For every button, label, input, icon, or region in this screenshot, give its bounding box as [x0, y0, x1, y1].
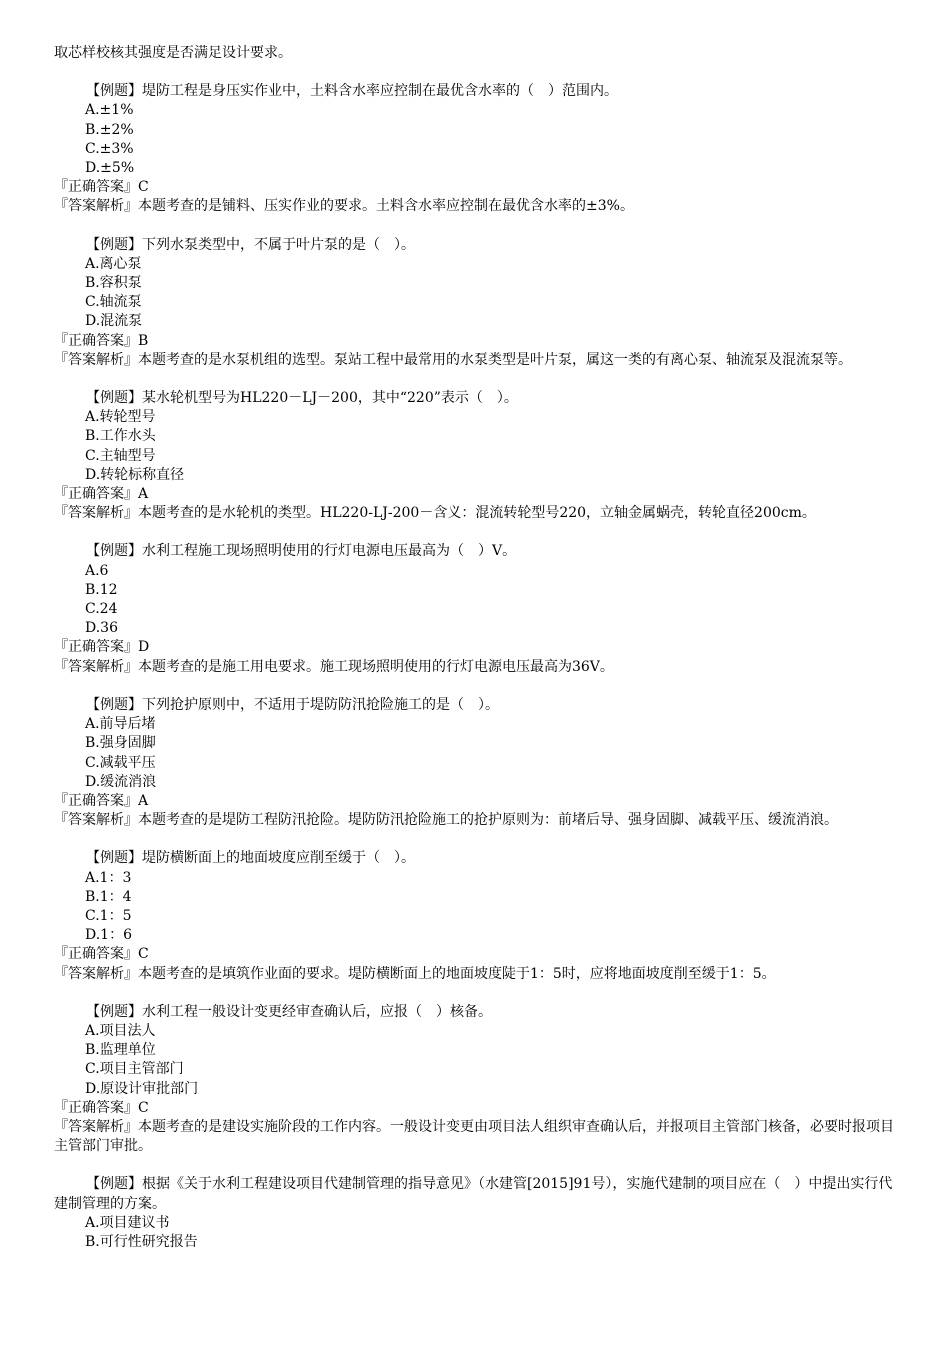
option-c: C.1：5	[85, 907, 132, 924]
option-d: D.混流泵	[85, 313, 143, 330]
question-stem: 【例题】水利工程施工现场照明使用的行灯电源电压最高为（ ）V。	[86, 543, 517, 560]
option-b: B.可行性研究报告	[85, 1233, 198, 1250]
option-b: B.容积泵	[85, 275, 142, 292]
intro-line: 取芯样校核其强度是否满足设计要求。	[54, 45, 292, 61]
option-a: A.6	[85, 562, 109, 579]
option-b: B.12	[85, 581, 118, 598]
question-block	[54, 849, 900, 983]
correct-answer: 『正确答案』C	[54, 1099, 149, 1116]
option-a: A.项目建议书	[85, 1214, 170, 1231]
option-a: A.±1%	[85, 102, 134, 119]
question-stem: 【例题】某水轮机型号为HL220－LJ－200，其中“220”表示（ ）。	[86, 390, 518, 407]
question-stem: 【例题】水利工程一般设计变更经审查确认后，应报（ ）核备。	[86, 1003, 492, 1020]
question-block	[54, 236, 900, 370]
question-stem: 【例题】堤防横断面上的地面坡度应削至缓于（ ）。	[86, 850, 415, 867]
answer-explanation: 『答案解析』本题考查的是建设实施阶段的工作内容。一般设计变更由项目法人组织审查确认后，并报项目主管部门核备，必要时报项目主管部门审批。	[54, 1118, 894, 1155]
question-stem: 【例题】下列抢护原则中，不适用于堤防防汛抢险施工的是（ ）。	[86, 696, 499, 713]
question-block	[54, 696, 900, 830]
correct-answer: 『正确答案』D	[54, 639, 150, 656]
answer-explanation: 『答案解析』本题考查的是施工用电要求。施工现场照明使用的行灯电源电压最高为36V。	[54, 658, 614, 675]
question-block	[54, 82, 900, 216]
option-b: B.监理单位	[85, 1042, 156, 1059]
question-block	[54, 542, 900, 676]
option-d: D.±5%	[85, 160, 135, 177]
question-block	[54, 1003, 900, 1157]
answer-explanation: 『答案解析』本题考查的是填筑作业面的要求。堤防横断面上的地面坡度陡于1：5时，应将地面坡度削至缓于1：5。	[54, 965, 776, 982]
correct-answer: 『正确答案』C	[54, 946, 149, 963]
answer-explanation: 『答案解析』本题考查的是水轮机的类型。HL220-LJ-200－含义：混流转轮型号220，立轴金属蜗壳，转轮直径200cm。	[54, 505, 816, 522]
document-page	[54, 44, 900, 1252]
option-c: C.±3%	[85, 140, 134, 157]
correct-answer: 『正确答案』A	[54, 486, 149, 503]
answer-explanation: 『答案解析』本题考查的是水泵机组的选型。泵站工程中最常用的水泵类型是叶片泵，属这一类的有离心泵、轴流泵及混流泵等。	[54, 351, 852, 368]
option-a: A.离心泵	[85, 255, 142, 272]
option-a: A.项目法人	[85, 1022, 156, 1039]
question-stem: 【例题】根据《关于水利工程建设项目代建制管理的指导意见》（水建管[2015]91号），实施代建制的项目应在（ ）中提出实行代建制管理的方案。	[54, 1176, 893, 1212]
question-block	[54, 1175, 900, 1252]
option-a: A.转轮型号	[85, 409, 156, 426]
option-c: C.项目主管部门	[85, 1061, 184, 1078]
option-d: D.1：6	[85, 927, 132, 944]
option-b: B.±2%	[85, 121, 134, 138]
option-c: C.24	[85, 601, 118, 618]
option-c: C.主轴型号	[85, 447, 156, 464]
correct-answer: 『正确答案』A	[54, 792, 149, 809]
answer-explanation: 『答案解析』本题考查的是堤防工程防汛抢险。堤防防汛抢险施工的抢护原则为：前堵后导、强身固脚、减载平压、缓流消浪。	[54, 812, 838, 829]
question-stem: 【例题】堤防工程是身压实作业中，土料含水率应控制在最优含水率的（ ）范围内。	[86, 83, 618, 100]
correct-answer: 『正确答案』C	[54, 179, 149, 196]
option-a: A.前导后堵	[85, 716, 156, 733]
option-a: A.1：3	[85, 869, 132, 886]
option-b: B.工作水头	[85, 428, 156, 445]
option-b: B.1：4	[85, 888, 132, 905]
correct-answer: 『正确答案』B	[54, 332, 149, 349]
option-c: C.减载平压	[85, 754, 156, 771]
option-c: C.轴流泵	[85, 294, 142, 311]
option-d: D.36	[85, 620, 118, 637]
question-block	[54, 389, 900, 523]
option-d: D.缓流消浪	[85, 773, 157, 790]
answer-explanation: 『答案解析』本题考查的是铺料、压实作业的要求。土料含水率应控制在最优含水率的±3%。	[54, 198, 634, 215]
option-d: D.原设计审批部门	[85, 1080, 199, 1097]
option-b: B.强身固脚	[85, 735, 156, 752]
option-d: D.转轮标称直径	[85, 466, 185, 483]
question-stem: 【例题】下列水泵类型中，不属于叶片泵的是（ ）。	[86, 236, 415, 253]
